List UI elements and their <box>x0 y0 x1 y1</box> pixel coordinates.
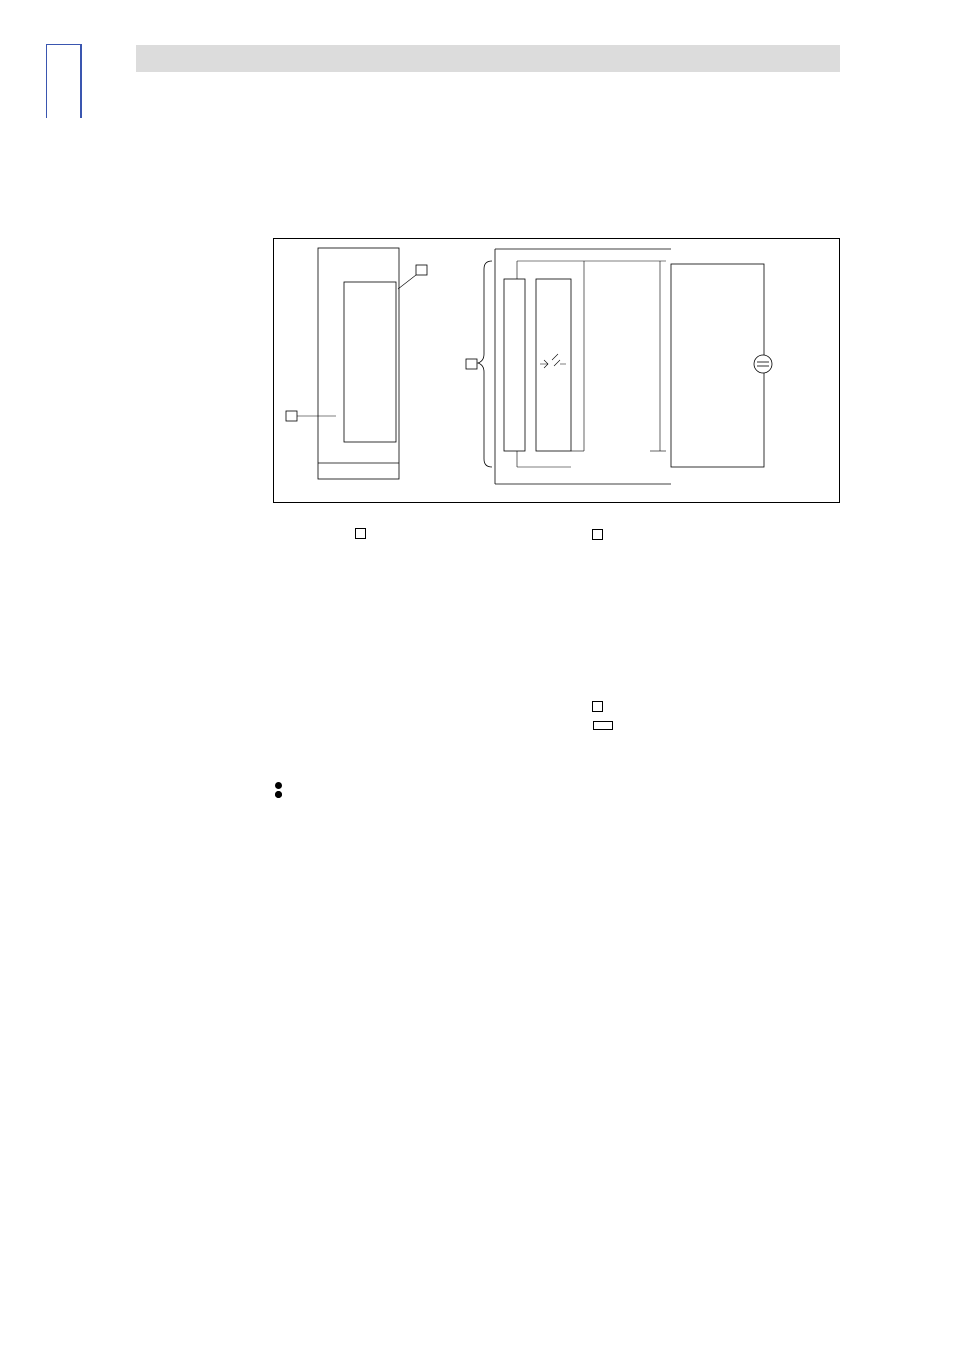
load-frame <box>671 264 764 467</box>
marker-a-box <box>286 411 297 421</box>
figure-frame <box>273 238 840 503</box>
module-diagram <box>274 239 841 504</box>
legend-key-b <box>592 529 603 540</box>
chapter-frame-edge <box>80 44 82 118</box>
schematic <box>466 249 772 484</box>
terminal-strip <box>344 282 396 442</box>
figure-caption <box>273 506 354 520</box>
chapter-frame <box>46 44 82 118</box>
marker-b-box <box>416 265 427 275</box>
module-housing <box>318 248 399 479</box>
legend-key-a <box>355 528 366 539</box>
bullet-list <box>273 776 833 785</box>
legend-key-r <box>592 701 603 712</box>
supply-symbol <box>754 355 772 373</box>
marker-b-leader <box>398 275 416 289</box>
optocoupler-symbol <box>540 354 566 368</box>
isolation-block <box>536 279 571 451</box>
header-bar <box>136 45 840 72</box>
bus-brace <box>478 261 492 467</box>
resistor-icon <box>593 721 613 730</box>
marker-r-box <box>466 359 477 369</box>
mcu-block <box>504 279 525 451</box>
